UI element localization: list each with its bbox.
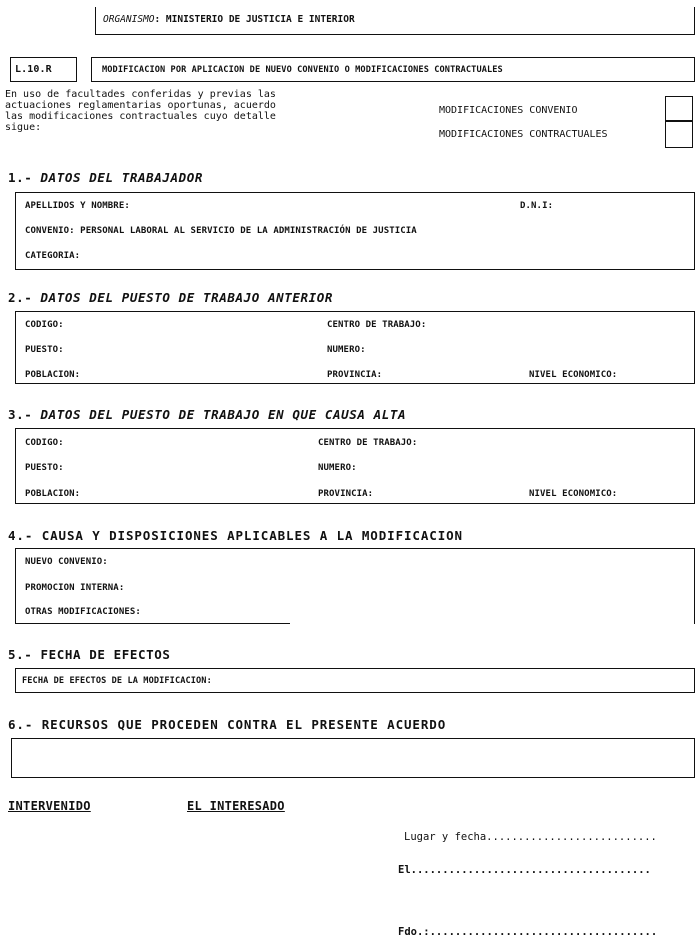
s2-centro-label: CENTRO DE TRABAJO: (327, 320, 427, 330)
section-2-heading (8, 290, 333, 305)
s3-centro-label: CENTRO DE TRABAJO: (318, 438, 418, 448)
check-convenio-label: MODIFICACIONES CONVENIO (439, 105, 578, 116)
nuevo-convenio-label: NUEVO CONVENIO: (25, 557, 108, 567)
section-4-bottom-line (15, 623, 290, 624)
section-6-heading: 6.- RECURSOS QUE PROCEDEN CONTRA EL PRESENTE ACUERDO (8, 717, 447, 732)
section-3-heading (8, 407, 406, 422)
fecha-efectos-label: FECHA DE EFECTOS DE LA MODIFICACION: (22, 676, 212, 686)
convenio-label: CONVENIO: PERSONAL LABORAL AL SERVICIO DE LA ADMINISTRACIÓN DE JUSTICIA (25, 226, 417, 236)
intro-line-3: las modificaciones contractuales cuyo detalle (5, 111, 276, 122)
organismo-value: : MINISTERIO DE JUSTICIA E INTERIOR (154, 14, 355, 25)
form-title: MODIFICACION POR APLICACION DE NUEVO CONVENIO O MODIFICACIONES CONTRACTUALES (102, 65, 503, 75)
s2-nivel-label: NIVEL ECONOMICO: (529, 370, 618, 380)
section-3-number: 3.- (8, 407, 33, 422)
s3-provincia-label: PROVINCIA: (318, 489, 374, 499)
section-1-heading (8, 170, 203, 185)
s2-provincia-label: PROVINCIA: (327, 370, 383, 380)
dni-label: D.N.I: (520, 201, 554, 211)
intro-line-4: sigue: (5, 122, 42, 133)
promocion-interna-label: PROMOCION INTERNA: (25, 583, 125, 593)
s3-codigo-label: CODIGO: (25, 438, 64, 448)
s2-poblacion-label: POBLACION: (25, 370, 81, 380)
intro-line-2: actuaciones reglamentarias oportunas, acuerdo (5, 100, 276, 111)
check-contractuales-box[interactable] (665, 121, 693, 148)
check-contractuales-label: MODIFICACIONES CONTRACTUALES (439, 129, 608, 140)
section-2-number: 2.- (8, 290, 33, 305)
section-6-box[interactable] (11, 738, 695, 778)
otras-modificaciones-label: OTRAS MODIFICACIONES: (25, 607, 141, 617)
section-1-title: DATOS DEL TRABAJADOR (40, 170, 204, 185)
check-convenio-box[interactable] (665, 96, 693, 121)
section-2-title: DATOS DEL PUESTO DE TRABAJO ANTERIOR (40, 290, 334, 305)
organismo-label: ORGANISMO (103, 14, 155, 25)
s3-poblacion-label: POBLACION: (25, 489, 81, 499)
section-4-heading: 4.- CAUSA Y DISPOSICIONES APLICABLES A LA MODIFICACION (8, 528, 463, 543)
categoria-label: CATEGORIA: (25, 251, 81, 261)
section-3-title: DATOS DEL PUESTO DE TRABAJO EN QUE CAUSA ALTA (40, 407, 407, 422)
apellidos-label: APELLIDOS Y NOMBRE: (25, 201, 130, 211)
section-5-heading: 5.- FECHA DE EFECTOS (8, 647, 171, 662)
el-field[interactable]: El...................................... (398, 864, 651, 876)
s3-nivel-label: NIVEL ECONOMICO: (529, 489, 618, 499)
s2-puesto-label: PUESTO: (25, 345, 64, 355)
organismo-line (103, 14, 355, 25)
intro-line-1: En uso de facultades conferidas y previas las (5, 89, 276, 100)
intervenido-label: INTERVENIDO (8, 799, 91, 813)
fdo-field[interactable]: Fdo.:.................................... (398, 926, 658, 938)
interesado-label: EL INTERESADO (187, 799, 285, 813)
lugar-fecha-field[interactable]: Lugar y fecha........................... (404, 831, 657, 843)
form-code: L.10.R (15, 64, 52, 75)
s3-numero-label: NUMERO: (318, 463, 357, 473)
s3-puesto-label: PUESTO: (25, 463, 64, 473)
section-1-number: 1.- (8, 170, 33, 185)
s2-numero-label: NUMERO: (327, 345, 366, 355)
s2-codigo-label: CODIGO: (25, 320, 64, 330)
